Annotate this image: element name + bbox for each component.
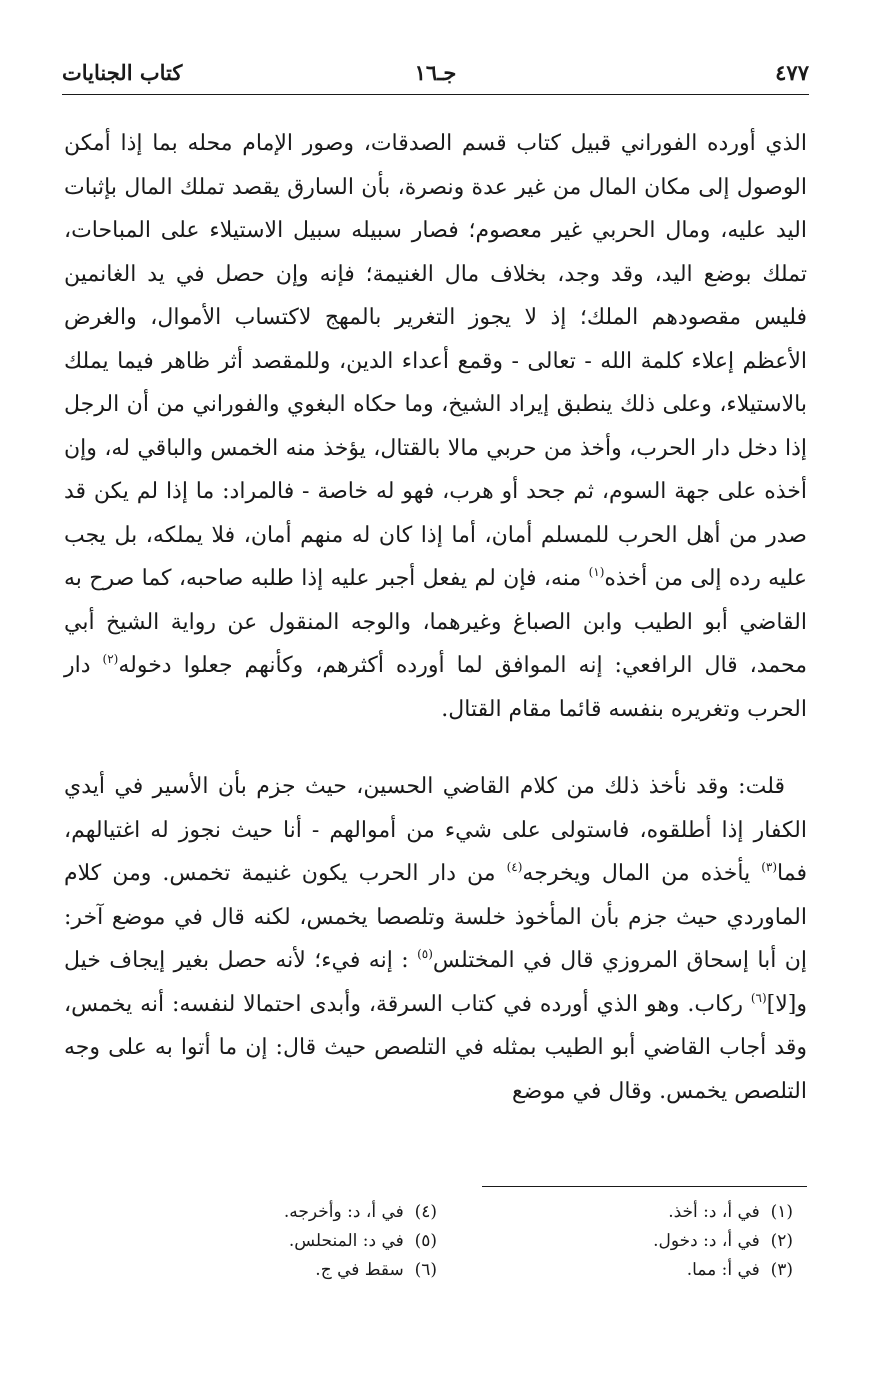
footnote-marker: (٦) — [750, 990, 767, 1005]
paragraph-segment: قلت: وقد نأخذ ذلك من كلام القاضي الحسين، حيث جزم بأن الأسير في أيدي الكفار إذا أطلقوه، فاستولى على شيء من أموالهم - أنا حيث نجوز له اغتيالهم، فما — [64, 774, 807, 886]
volume-label: جـ١٦ — [414, 60, 457, 85]
paragraph-segment: : إنه فيء؛ لأنه حصل بغير إيجاف خيل و[لا] — [64, 948, 807, 1017]
footnotes — [64, 1198, 807, 1298]
footnote-marker: (٢) — [102, 652, 119, 666]
footnote-divider — [482, 1186, 807, 1187]
footnote-number: (٢) — [770, 1231, 793, 1251]
footnote-item — [533, 1227, 793, 1256]
book-title: كتاب الجنايات — [62, 60, 183, 85]
footnote-column-right — [533, 1198, 793, 1285]
paragraph-segment: من دار الحرب يكون غنيمة تخمس. ومن كلام الماوردي حيث جزم بأن المأخوذ خلسة وتلصصا يخمس، لكنه قال في موضع آخر: إن أبا إسحاق المروزي قال في المختلس — [64, 861, 807, 973]
footnote-item — [177, 1227, 437, 1256]
footnote-column-left — [177, 1198, 437, 1285]
paragraph-1 — [64, 122, 807, 731]
paragraph-segment: يأخذه من المال ويخرجه — [522, 861, 762, 886]
footnote-number: (٤) — [414, 1202, 437, 1222]
footnote-item — [177, 1256, 437, 1285]
footnote-number: (٣) — [770, 1260, 793, 1280]
paragraph-segment: منه، فإن لم يفعل أجبر عليه إذا طلبه صاحبه، كما صرح به القاضي أبو الطيب وابن الصباغ وغيرهما، والوجه المنقول عن رواية الشيخ أبي محمد، قال الرافعي: إنه الموافق لما أورده أكثرهم، وكأنهم جعلوا دخوله — [64, 566, 807, 678]
footnote-item — [533, 1198, 793, 1227]
footnote-marker: (٥) — [417, 947, 433, 961]
footnote-text: في أ: مما. — [686, 1260, 760, 1280]
footnote-marker: (٣) — [761, 860, 778, 874]
footnote-text: سقط في ج. — [315, 1260, 404, 1280]
footnote-text: في أ، د: أخذ. — [668, 1202, 760, 1222]
footnote-number: (٦) — [414, 1260, 437, 1280]
running-header — [62, 56, 809, 96]
footnote-item — [533, 1256, 793, 1285]
footnote-text: في أ، د: دخول. — [653, 1231, 760, 1251]
paragraph-segment: الذي أورده الفوراني قبيل كتاب قسم الصدقات، وصور الإمام محله بما إذا أمكن الوصول إلى مكان المال من غير عدة ونصرة، بأن السارق يقصد تملك المال بإثبات اليد عليه، ومال الحربي غير معصوم؛ فصار سبيله سبيل الاستيلاء على المباحات، تملك بوضع اليد، وقد وجد، بخلاف مال الغنيمة؛ فإنه وإن حصل في يد الغانمين فليس مقصودهم الملك؛ إذ لا يجوز التغرير بالمهج لاكتساب الأموال، والغرض الأعظم إعلاء كلمة الله - تعالى - وقمع أعداء الدين، وللمقصد أثر ظاهر فيما يملك بالاستيلاء، وعلى ذلك ينطبق إيراد الشيخ، وما حكاه البغوي والفوراني من أن الرجل إذا دخل دار الحرب، وأخذ من حربي مالا بالقتال، يؤخذ منه الخمس والباقي له، وإن أخذه على جهة السوم، ثم جحد أو هرب، فهو له خاصة - فالمراد: ما إذا لم يكن قد صدر من أهل الحرب للمسلم أمان، أما إذا كان له منهم أمان، فلا يملكه، بل يجب عليه رده إلى من أخذه — [64, 131, 808, 591]
paragraph-segment: ركاب. وهو الذي أورده في كتاب السرقة، وأبدى احتمالا لنفسه: أنه يخمس، وقد أجاب القاضي أبو الطيب بمثله في التلصص حيث قال: إن ما أتوا به على وجه التلصص يخمس. وقال في موضع — [64, 991, 807, 1104]
paragraph-segment: دار الحرب وتغريره بنفسه قائما مقام القتال. — [64, 653, 807, 722]
footnote-text: في د: المنحلس. — [288, 1231, 404, 1251]
paragraph-2 — [64, 765, 807, 1113]
footnote-item — [177, 1198, 437, 1227]
footnote-text: في أ، د: وأخرجه. — [283, 1202, 404, 1222]
footnote-marker: (١) — [588, 565, 605, 579]
header-divider — [62, 94, 809, 95]
page-number: ٤٧٧ — [775, 60, 809, 85]
footnote-number: (٥) — [414, 1231, 437, 1251]
main-text — [64, 122, 807, 1113]
footnote-marker: (٤) — [506, 860, 523, 874]
footnote-number: (١) — [770, 1202, 793, 1222]
